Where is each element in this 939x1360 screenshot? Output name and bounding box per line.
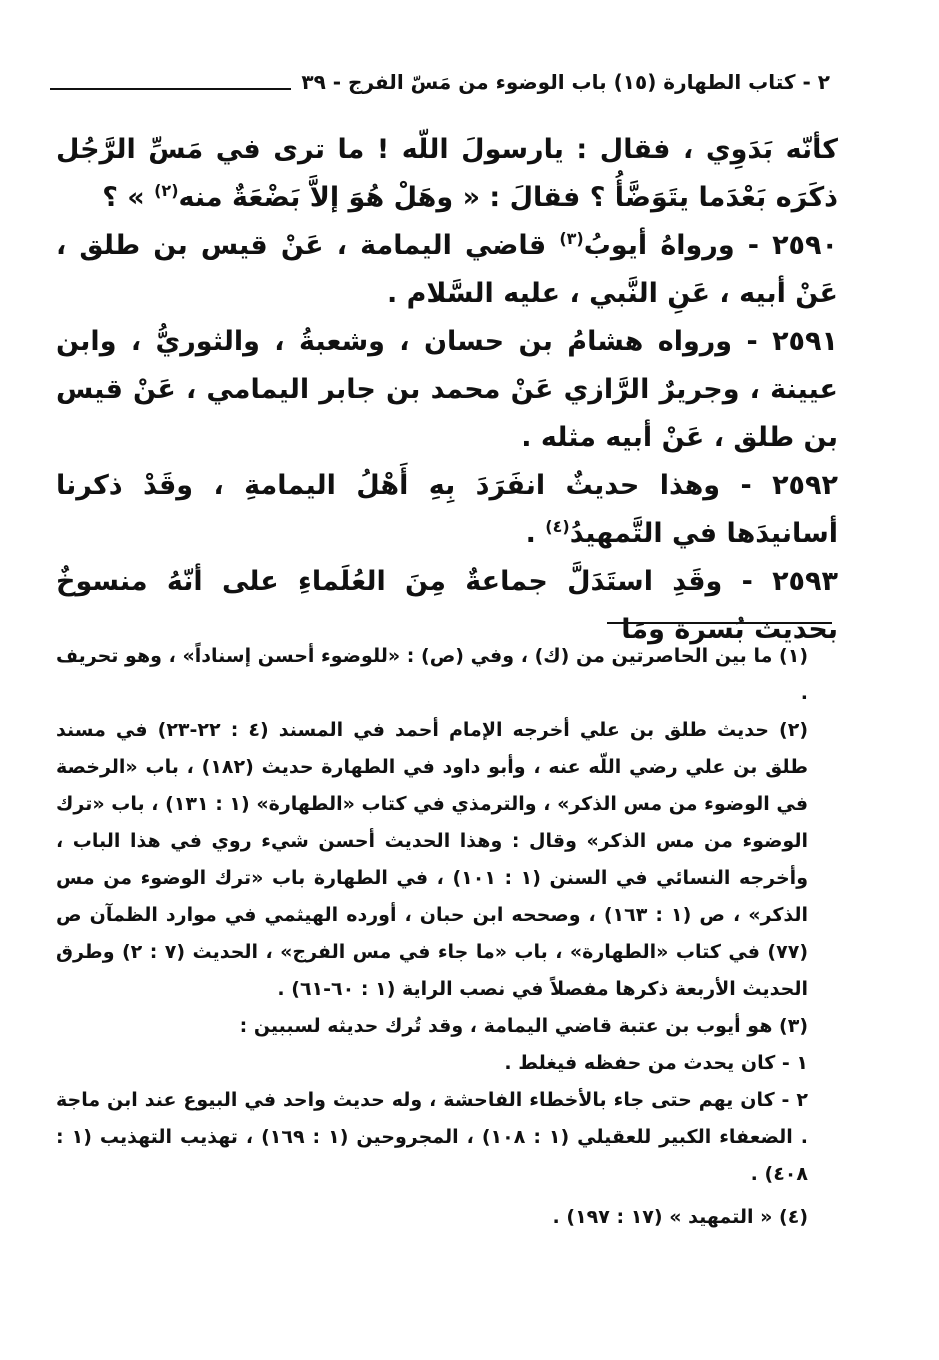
hadith-number: ٢٥٩٢ <box>772 470 838 501</box>
main-text <box>56 126 838 654</box>
hadith-number: ٢٥٩٠ <box>772 230 838 261</box>
paragraph: كأنّه بَدَوِي ، فقال : يارسولَ اللّه ! ما ترى في مَسِّ الرَّجُل ذكَرَه بَعْدَما يتَوَضَّأُ ؟ فقالَ : « وهَلْ هُوَ إلاَّ بَضْعَةٌ منه$^{(٢)}$ » ؟ <box>56 134 838 213</box>
paragraph: ٢٥٩٠ - ورواهُ أيوبُ$^{(٣)}$ قاضي اليمامة ، عَنْ قيس بن طلق ، عَنْ أبيه ، عَنِ النَّبي ، عليه السَّلام . <box>56 229 838 309</box>
footnote: (١) ما بين الحاصرتين من (ك) ، وفي (ص) : «للوضوء أحسن إسناداً» ، وهو تحريف . <box>56 645 808 704</box>
paragraph: ٢٥٩١ - ورواه هشامُ بن حسان ، وشعبةُ ، والثوريُّ ، وابن عيينة ، وجريرٌ الرَّازي عَنْ محمد بن جابر اليمامي ، عَنْ قيس بن طلق ، عَنْ أبيه مثله . <box>56 326 838 453</box>
footnote: (٢) حديث طلق بن علي أخرجه الإمام أحمد في المسند (٤ : ٢٢-٢٣) في مسند طلق بن علي رضي اللّه عنه ، وأبو داود في الطهارة حديث (١٨٢) ، باب «الرخصة في الوضوء من مس الذكر» ، والترمذي في كتاب «الطهارة» (١ : ١٣١) ، باب «ترك الوضوء من مس الذكر» وقال : وهذا الحديث أحسن شيء روي في هذا الباب ، وأخرجه النسائي في السنن (١ : ١٠١) ، في الطهارة باب «ترك الوضوء من مس الذكر» ، ص (١ : ١٦٣) ، وصححه ابن حبان ، أورده الهيثمي في موارد الظمآن ص (٧٧) في كتاب «الطهارة» ، باب «ما جاء في مس الفرج» ، الحديث (٧ : ٢) وطرق الحديث الأربعة ذكرها مفصلاً في نصب الراية (١ : ٦٠-٦١) . <box>56 719 809 1000</box>
paragraph: ٢٥٩٢ - وهذا حديثٌ انفَرَدَ بِهِ أَهْلُ اليمامةِ ، وقَدْ ذكرنا أسانيدَها في التَّمهيدُ$^{(٤)}$ . <box>56 470 838 549</box>
footnote: (٤) « التمهيد » (١٧ : ١٩٧) . <box>552 1206 808 1228</box>
footnote-rule <box>607 622 832 624</box>
paragraph: ٢٥٩٣ - وقَدِ استَدَلَّ جماعةٌ مِنَ العُلَماءِ على أنّهُ منسوخٌ بحديث بُسرة ومَا <box>56 566 838 645</box>
hadith-number: ٢٥٩٣ <box>772 566 838 597</box>
running-header <box>60 62 830 106</box>
footnote: ١ - كان يحدث من حفظه فيغلط . <box>504 1052 808 1074</box>
footnote-marker[interactable]: (٣) <box>559 229 584 248</box>
footnotes <box>56 638 838 1236</box>
hadith-number: ٢٥٩١ <box>772 326 838 357</box>
header-title: ٢ - كتاب الطهارة (١٥) باب الوضوء من مَسّ الفرج - ٣٩ <box>291 70 830 94</box>
footnote: ٢ - كان يهم حتى جاء بالأخطاء الفاحشة ، وله حديث واحد في البيوع عند ابن ماجة . الضعفاء الكبير للعقيلي (١ : ١٠٨) ، المجروحين (١ : ١٦٩) ، تهذيب التهذيب (١ : ٤٠٨) . <box>56 1089 809 1185</box>
footnote-marker[interactable]: (٤) <box>545 517 570 536</box>
footnote-marker[interactable]: (٢) <box>154 181 179 200</box>
footnote: (٣) هو أيوب بن عتبة قاضي اليمامة ، وقد تُرك حديثه لسببين : <box>239 1015 808 1037</box>
